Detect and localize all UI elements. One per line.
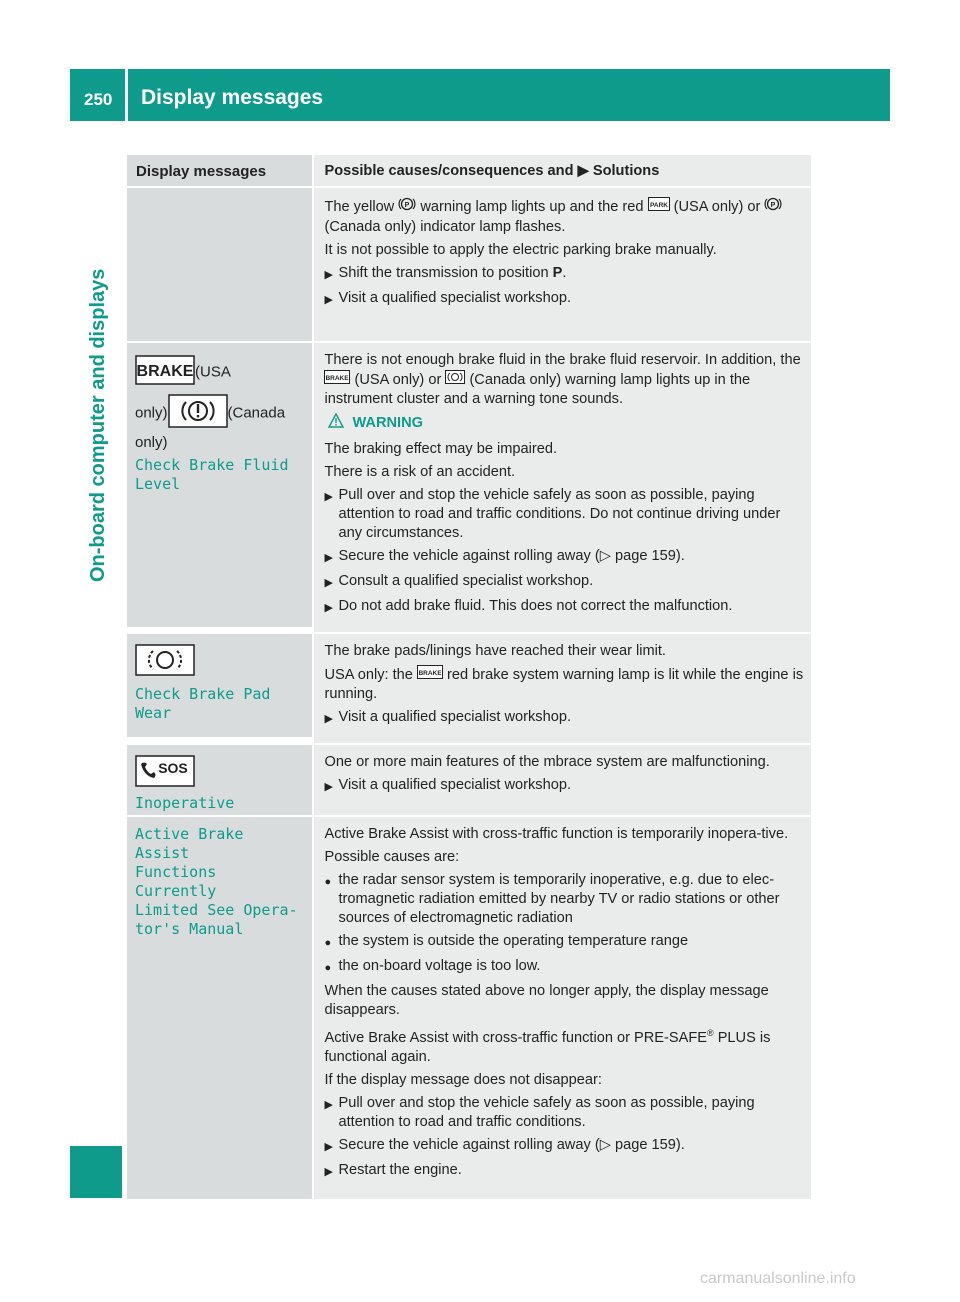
row2-action-3: ▶ Consult a qualified specialist workshop. (324, 572, 804, 593)
bullet-icon: ● (324, 962, 332, 974)
svg-text:BRAKE: BRAKE (418, 670, 442, 677)
col-header-causes (314, 155, 811, 186)
table-row (127, 632, 811, 743)
action-arrow-icon: ▶ (324, 1098, 333, 1111)
action-arrow-icon: ▶ (324, 577, 333, 589)
sos-phone-icon (135, 755, 195, 792)
message-active-brake-assist-4: tor's Manual (135, 920, 244, 938)
row5-bullet-3: ● the on-board voltage is too low. (324, 957, 804, 978)
row2-description-cell (314, 343, 811, 632)
action-arrow-icon: ▶ (324, 491, 333, 503)
action-arrow-icon: ▶ (324, 552, 333, 564)
action-arrow-icon: ▶ (324, 713, 333, 725)
row4-paragraph-1: One or more main features of the mbrace system are malfunctioning. (324, 754, 770, 770)
row5-paragraph-3: When the causes stated above no longer apply, the display message disappears. (324, 983, 769, 1018)
action-arrow-icon: ▶ (324, 781, 333, 793)
row2-warning-text-2: There is a risk of an accident. (324, 464, 516, 480)
row5-paragraph-2: Possible causes are: (324, 849, 460, 865)
row5-action-1: ▶ Pull over and stop the vehicle safely as soon as possible, paying attention to road and traffic conditions. (324, 1094, 755, 1130)
message-active-brake-assist-1: Active Brake Assist (135, 825, 244, 862)
warning-heading: WARNING (324, 413, 804, 434)
table-row (127, 815, 811, 1199)
parking-brake-p-icon (764, 196, 782, 218)
table-row (127, 743, 811, 815)
message-active-brake-assist-3: Limited See Opera‐ (135, 901, 298, 919)
page-reference-link[interactable]: page 159). (614, 1136, 685, 1153)
svg-text:P: P (771, 202, 776, 209)
page-title: Display messages (141, 86, 324, 109)
bullet-icon: ● (324, 876, 332, 888)
table-row (127, 341, 811, 632)
side-tab-label: On-board computer and displays (87, 268, 109, 582)
row4-action-1: ▶ Visit a qualified specialist workshop. (324, 776, 804, 797)
message-active-brake-assist-2: Functions Currently (135, 863, 217, 900)
brake-lamp-icon (417, 665, 443, 685)
row2-action-1: ▶ Pull over and stop the vehicle safely as soon as possible, paying attention to road and traffic conditions. Do not continue driving under any circumstances. (324, 487, 781, 541)
row5-description-cell (314, 817, 811, 1199)
row1-description-cell (314, 188, 811, 341)
row1-paragraph-1: The yellow P warning lamp lights up and the red PARK (USA only) or P (Canada only) indicator lamp flashes. (324, 196, 804, 237)
svg-text:P: P (404, 202, 410, 209)
action-arrow-icon: ▶ (577, 163, 589, 179)
message-check-brake-fluid-1: Check Brake Fluid (135, 456, 289, 474)
parking-brake-p-icon (398, 196, 416, 218)
col-header-solutions-text: Solutions (592, 163, 660, 179)
row5-bullet-2: ● the system is outside the operating temperature range (324, 932, 804, 953)
row3-paragraph-2: USA only: the BRAKE red brake system warning lamp is lit while the engine is running. (324, 666, 804, 702)
row2-action-2: ▶ Secure the vehicle against rolling away (▷ page 159). (324, 547, 804, 568)
brake-lamp-icon (324, 370, 350, 390)
row1-action-1: ▶ Shift the transmission to position P. (324, 264, 804, 285)
canada-label: (Canada (227, 404, 286, 422)
row4-description-cell (314, 745, 811, 815)
brake-pad-wear-icon (135, 644, 195, 681)
display-messages-table (127, 155, 811, 1199)
svg-text:BRAKE: BRAKE (325, 375, 350, 382)
action-arrow-icon: ▶ (324, 1165, 333, 1178)
usa-label: (USA (195, 363, 231, 381)
park-lamp-icon (648, 197, 670, 217)
table-header-row (127, 155, 811, 186)
canada-only-label: only) (135, 434, 168, 451)
row1-paragraph-2: It is not possible to apply the electric parking brake manually. (324, 242, 717, 258)
row5-paragraph-4: Active Brake Assist with cross-traffic function or PRE-SAFE® PLUS is functional again. (324, 1028, 771, 1065)
message-check-brake-fluid-2: Level (135, 475, 181, 493)
action-arrow-icon: ▶ (324, 602, 333, 614)
row3-message-cell (127, 634, 312, 737)
row2-paragraph-1: There is not enough brake fluid in the brake fluid reservoir. In addition, the BRAKE (USA only) or (Canada only) warning lamp lights up in the instrument cluster and a warning tone sounds. (324, 352, 801, 407)
usa-only-label: only) (135, 404, 168, 422)
action-arrow-icon: ▶ (324, 1140, 333, 1153)
row5-bullet-1: ● the radar sensor system is temporarily inoperative, e.g. due to elec-tromagnetic radiation emitted by nearby TV or radio stations or other sources of electromagnetic radiation (324, 872, 780, 926)
svg-text:BRAKE: BRAKE (136, 363, 194, 380)
row2-message-cell (127, 343, 312, 627)
page-ref-icon: ▷ (599, 548, 615, 564)
bullet-icon: ● (324, 937, 332, 949)
page-reference-link[interactable]: page 159). (614, 548, 685, 564)
row2-warning-text-1: The braking effect may be impaired. (324, 441, 558, 457)
row3-action-1: ▶ Visit a qualified specialist workshop. (324, 708, 804, 729)
row3-paragraph-1: The brake pads/linings have reached their wear limit. (324, 643, 666, 659)
warning-triangle-icon (328, 413, 344, 434)
brake-warning-icon (135, 355, 195, 390)
row2-action-4: ▶ Do not add brake fluid. This does not correct the malfunction. (324, 597, 804, 618)
message-inoperative: Inoperative (135, 794, 235, 812)
page-number: 250 (84, 90, 113, 109)
row5-message-cell (127, 817, 312, 1199)
row5-paragraph-5: If the display message does not disappear: (324, 1071, 602, 1088)
side-tab-square (70, 1146, 122, 1198)
message-check-brake-pad-wear: Check Brake Pad Wear (135, 685, 271, 722)
row5-paragraph-1: Active Brake Assist with cross-traffic function is temporarily inopera-tive. (324, 826, 789, 842)
col-header-display-messages: Display messages (127, 155, 312, 186)
svg-text:PARK: PARK (649, 202, 668, 209)
sos-icon-text: SOS (158, 760, 188, 776)
watermark-footer: carmanualsonline.info (700, 1270, 856, 1287)
row5-action-2: ▶ Secure the vehicle against rolling away (▷ page 159). (324, 1136, 804, 1157)
row5-action-3: ▶ Restart the engine. (324, 1161, 804, 1182)
row3-description-cell (314, 634, 811, 743)
action-arrow-icon: ▶ (324, 294, 333, 306)
page-ref-icon: ▷ (599, 1136, 615, 1153)
row1-action-2: ▶ Visit a qualified specialist workshop. (324, 289, 804, 310)
table-row (127, 186, 811, 341)
col-header-causes-text: Possible causes/consequences and (324, 163, 574, 179)
brake-circle-warning-icon (168, 394, 228, 433)
action-arrow-icon: ▶ (324, 269, 333, 281)
header-divider (125, 69, 128, 121)
row4-message-cell (127, 745, 312, 815)
brake-circle-icon (445, 370, 465, 390)
row1-message-cell (127, 188, 312, 341)
